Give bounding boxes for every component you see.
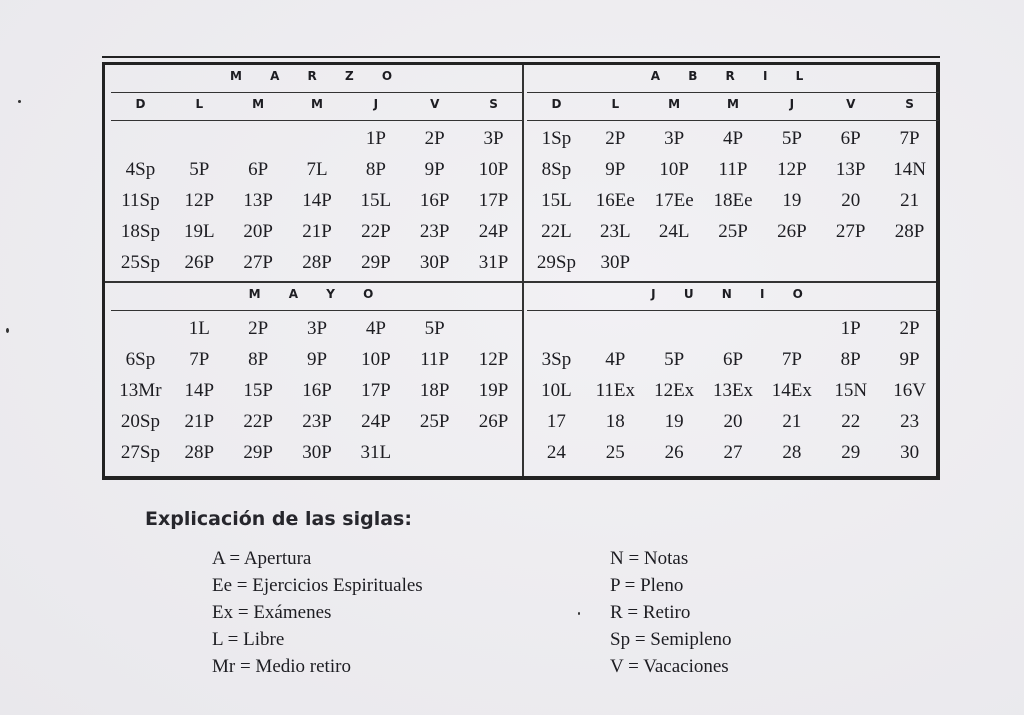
day-cell: 17P bbox=[361, 380, 391, 401]
day-cell: 20 bbox=[841, 190, 861, 211]
weekday-header: L bbox=[611, 97, 620, 111]
day-cell: 2P bbox=[424, 128, 445, 149]
weekday-header: M bbox=[311, 97, 323, 111]
day-cell: 2P bbox=[899, 318, 920, 339]
day-cell: 14P bbox=[302, 190, 332, 211]
day-cell: 6P bbox=[840, 128, 861, 149]
rule bbox=[527, 92, 939, 93]
day-cell: 25 bbox=[605, 442, 625, 463]
rule bbox=[111, 120, 523, 121]
day-cell bbox=[111, 123, 170, 154]
legend-entry: Ee = Ejercicios Espirituales bbox=[212, 575, 423, 596]
day-cell: 24 bbox=[546, 442, 566, 463]
day-cell: 21P bbox=[302, 221, 332, 242]
day-cell: 14P bbox=[184, 380, 215, 401]
day-cell: 23 bbox=[900, 411, 920, 432]
day-cell: 17P bbox=[478, 190, 509, 211]
day-grid bbox=[111, 313, 523, 468]
day-cell: 9P bbox=[306, 349, 328, 370]
weekday-header: V bbox=[846, 97, 856, 111]
day-cell: 11P bbox=[718, 159, 748, 180]
day-cell: 20Sp bbox=[120, 411, 160, 432]
day-cell: 6P bbox=[722, 349, 744, 370]
day-cell: 13Ex bbox=[712, 380, 754, 401]
day-cell: 23L bbox=[599, 221, 631, 242]
month-block-abril bbox=[527, 65, 939, 279]
day-cell: 5P bbox=[424, 318, 445, 339]
day-cell bbox=[645, 247, 704, 278]
day-cell: 7P bbox=[781, 349, 802, 370]
month-name: M A R Z O bbox=[229, 69, 405, 83]
day-cell: 30 bbox=[900, 442, 920, 463]
day-cell: 12Ex bbox=[654, 380, 695, 401]
day-cell: 11Ex bbox=[595, 380, 635, 401]
day-cell: 29Sp bbox=[536, 252, 576, 273]
day-cell bbox=[229, 123, 288, 154]
day-cell: 9P bbox=[605, 159, 626, 180]
day-cell: 13P bbox=[243, 190, 273, 211]
weekday-header: D bbox=[135, 97, 146, 111]
day-cell: 29P bbox=[361, 252, 391, 273]
day-cell: 13P bbox=[835, 159, 866, 180]
month-name: J U N I O bbox=[651, 287, 815, 301]
day-cell: 31L bbox=[360, 442, 392, 463]
day-cell bbox=[405, 437, 464, 468]
legend-entry: V = Vacaciones bbox=[610, 656, 729, 677]
day-cell bbox=[170, 123, 229, 154]
day-cell: 12P bbox=[184, 190, 215, 211]
day-cell: 3P bbox=[664, 128, 685, 149]
day-cell: 2P bbox=[248, 318, 269, 339]
day-cell: 5P bbox=[781, 128, 802, 149]
day-cell: 10P bbox=[659, 159, 689, 180]
weekday-header: J bbox=[789, 97, 795, 111]
day-cell bbox=[704, 313, 763, 344]
day-cell: 3P bbox=[483, 128, 504, 149]
weekday-header-row bbox=[527, 97, 939, 117]
day-cell: 14N bbox=[893, 159, 926, 180]
day-cell: 1Sp bbox=[541, 128, 572, 149]
day-cell: 11P bbox=[420, 349, 450, 370]
day-cell: 20 bbox=[723, 411, 743, 432]
day-cell: 4P bbox=[605, 349, 626, 370]
day-cell: 26P bbox=[184, 252, 215, 273]
day-cell: 19P bbox=[478, 380, 509, 401]
legend-list-left bbox=[212, 545, 423, 680]
day-cell: 3Sp bbox=[541, 349, 572, 370]
weekday-header: M bbox=[668, 97, 681, 111]
legend-entry: Ex = Exámenes bbox=[212, 602, 332, 623]
month-block-marzo bbox=[111, 65, 523, 279]
legend-entry: Mr = Medio retiro bbox=[212, 656, 351, 677]
day-cell: 25P bbox=[419, 411, 450, 432]
day-cell: 15L bbox=[360, 190, 392, 211]
day-cell: 13Mr bbox=[119, 380, 162, 401]
day-cell: 6P bbox=[248, 159, 269, 180]
day-cell: 25Sp bbox=[120, 252, 160, 273]
day-cell: 10P bbox=[478, 159, 509, 180]
weekday-header: L bbox=[195, 97, 204, 111]
day-grid bbox=[527, 313, 939, 468]
legend-list-right bbox=[610, 545, 732, 680]
day-cell bbox=[586, 313, 645, 344]
day-cell: 8P bbox=[248, 349, 269, 370]
day-cell: 7L bbox=[306, 159, 328, 180]
day-cell: 21 bbox=[782, 411, 802, 432]
day-cell: 22 bbox=[841, 411, 861, 432]
day-cell: 27P bbox=[243, 252, 273, 273]
legend-title: Explicación de las siglas: bbox=[145, 508, 412, 530]
day-cell: 27 bbox=[723, 442, 743, 463]
day-cell: 1P bbox=[365, 128, 386, 149]
day-cell: 27P bbox=[835, 221, 866, 242]
day-cell: 22P bbox=[243, 411, 273, 432]
day-cell: 5P bbox=[189, 159, 210, 180]
weekday-header: S bbox=[489, 97, 498, 111]
day-cell: 20P bbox=[243, 221, 273, 242]
weekday-header: S bbox=[905, 97, 914, 111]
day-cell: 15P bbox=[243, 380, 273, 401]
paper-speck bbox=[6, 328, 9, 333]
legend-entry: L = Libre bbox=[212, 629, 285, 650]
day-cell bbox=[527, 313, 586, 344]
day-cell: 18P bbox=[419, 380, 450, 401]
day-cell: 3P bbox=[306, 318, 328, 339]
day-cell: 17Ee bbox=[654, 190, 694, 211]
day-cell: 18Sp bbox=[120, 221, 160, 242]
legend-entry: N = Notas bbox=[610, 548, 689, 569]
legend-entry: A = Apertura bbox=[212, 548, 312, 569]
calendar-table bbox=[102, 62, 940, 480]
day-cell: 30P bbox=[302, 442, 332, 463]
day-cell: 22L bbox=[541, 221, 572, 242]
day-cell: 11Sp bbox=[121, 190, 160, 211]
day-cell: 28P bbox=[894, 221, 925, 242]
day-cell: 19L bbox=[183, 221, 215, 242]
weekday-header: M bbox=[727, 97, 739, 111]
day-grid bbox=[111, 123, 523, 278]
day-cell: 25P bbox=[718, 221, 748, 242]
day-cell bbox=[762, 313, 821, 344]
day-cell: 16Ee bbox=[595, 190, 635, 211]
weekday-header: M bbox=[252, 97, 265, 111]
day-cell: 22P bbox=[361, 221, 391, 242]
day-grid bbox=[527, 123, 939, 278]
day-cell: 27Sp bbox=[120, 442, 160, 463]
day-cell: 30P bbox=[419, 252, 450, 273]
day-cell: 18Ee bbox=[713, 190, 753, 211]
day-cell: 24P bbox=[361, 411, 391, 432]
day-cell: 14Ex bbox=[771, 380, 812, 401]
day-cell: 24L bbox=[658, 221, 690, 242]
day-cell: 28P bbox=[302, 252, 332, 273]
day-cell: 28 bbox=[782, 442, 802, 463]
day-cell: 15L bbox=[541, 190, 572, 211]
day-cell: 30P bbox=[600, 252, 631, 273]
rule bbox=[527, 310, 939, 311]
day-cell: 4P bbox=[365, 318, 386, 339]
day-cell: 7P bbox=[899, 128, 920, 149]
day-cell: 19 bbox=[782, 190, 802, 211]
month-block-mayo bbox=[111, 283, 523, 497]
day-cell: 26 bbox=[664, 442, 684, 463]
weekday-header: V bbox=[430, 97, 440, 111]
day-cell: 26P bbox=[478, 411, 509, 432]
legend-entry: Sp = Semipleno bbox=[610, 629, 732, 650]
day-cell: 23P bbox=[302, 411, 332, 432]
day-cell: 21P bbox=[184, 411, 215, 432]
day-cell: 12P bbox=[777, 159, 807, 180]
day-cell bbox=[464, 313, 523, 344]
day-cell: 9P bbox=[424, 159, 445, 180]
day-cell: 8P bbox=[365, 159, 386, 180]
day-cell: 4P bbox=[722, 128, 744, 149]
day-cell: 6Sp bbox=[125, 349, 156, 370]
rule bbox=[111, 92, 523, 93]
paper-speck bbox=[578, 612, 580, 615]
rule bbox=[527, 120, 939, 121]
day-cell: 19 bbox=[664, 411, 684, 432]
day-cell: 2P bbox=[605, 128, 626, 149]
day-cell: 18 bbox=[605, 411, 625, 432]
day-cell: 4Sp bbox=[125, 159, 156, 180]
day-cell: 7P bbox=[189, 349, 210, 370]
day-cell bbox=[288, 123, 347, 154]
day-cell: 28P bbox=[184, 442, 215, 463]
legend-entry: R = Retiro bbox=[610, 602, 691, 623]
weekday-header-row bbox=[111, 97, 523, 117]
legend-entry: P = Pleno bbox=[610, 575, 684, 596]
day-cell bbox=[111, 313, 170, 344]
day-cell: 12P bbox=[478, 349, 509, 370]
weekday-header: J bbox=[373, 97, 379, 111]
day-cell: 9P bbox=[899, 349, 920, 370]
day-cell: 15N bbox=[834, 380, 868, 401]
month-block-junio bbox=[527, 283, 939, 497]
rule bbox=[111, 310, 523, 311]
day-cell bbox=[464, 437, 523, 468]
weekday-header: D bbox=[551, 97, 562, 111]
day-cell: 1P bbox=[840, 318, 861, 339]
day-cell: 8Sp bbox=[541, 159, 572, 180]
day-cell: 29P bbox=[243, 442, 273, 463]
month-name: A B R I L bbox=[650, 69, 816, 83]
day-cell: 10P bbox=[361, 349, 391, 370]
day-cell: 8P bbox=[840, 349, 861, 370]
day-cell: 16P bbox=[419, 190, 450, 211]
day-cell: 1L bbox=[188, 318, 210, 339]
day-cell: 26P bbox=[777, 221, 807, 242]
day-cell: 21 bbox=[900, 190, 920, 211]
paper-speck bbox=[18, 100, 21, 103]
day-cell: 31P bbox=[478, 252, 509, 273]
day-cell: 10L bbox=[541, 380, 572, 401]
day-cell bbox=[704, 247, 763, 278]
day-cell bbox=[645, 313, 704, 344]
day-cell: 5P bbox=[664, 349, 685, 370]
day-cell bbox=[821, 247, 880, 278]
day-cell bbox=[880, 247, 939, 278]
day-cell: 16V bbox=[893, 380, 926, 401]
day-cell: 24P bbox=[478, 221, 509, 242]
day-cell: 29 bbox=[841, 442, 861, 463]
day-cell: 16P bbox=[302, 380, 332, 401]
day-cell: 17 bbox=[546, 411, 566, 432]
day-cell bbox=[762, 247, 821, 278]
day-cell: 23P bbox=[419, 221, 450, 242]
month-name: M A Y O bbox=[248, 287, 386, 301]
